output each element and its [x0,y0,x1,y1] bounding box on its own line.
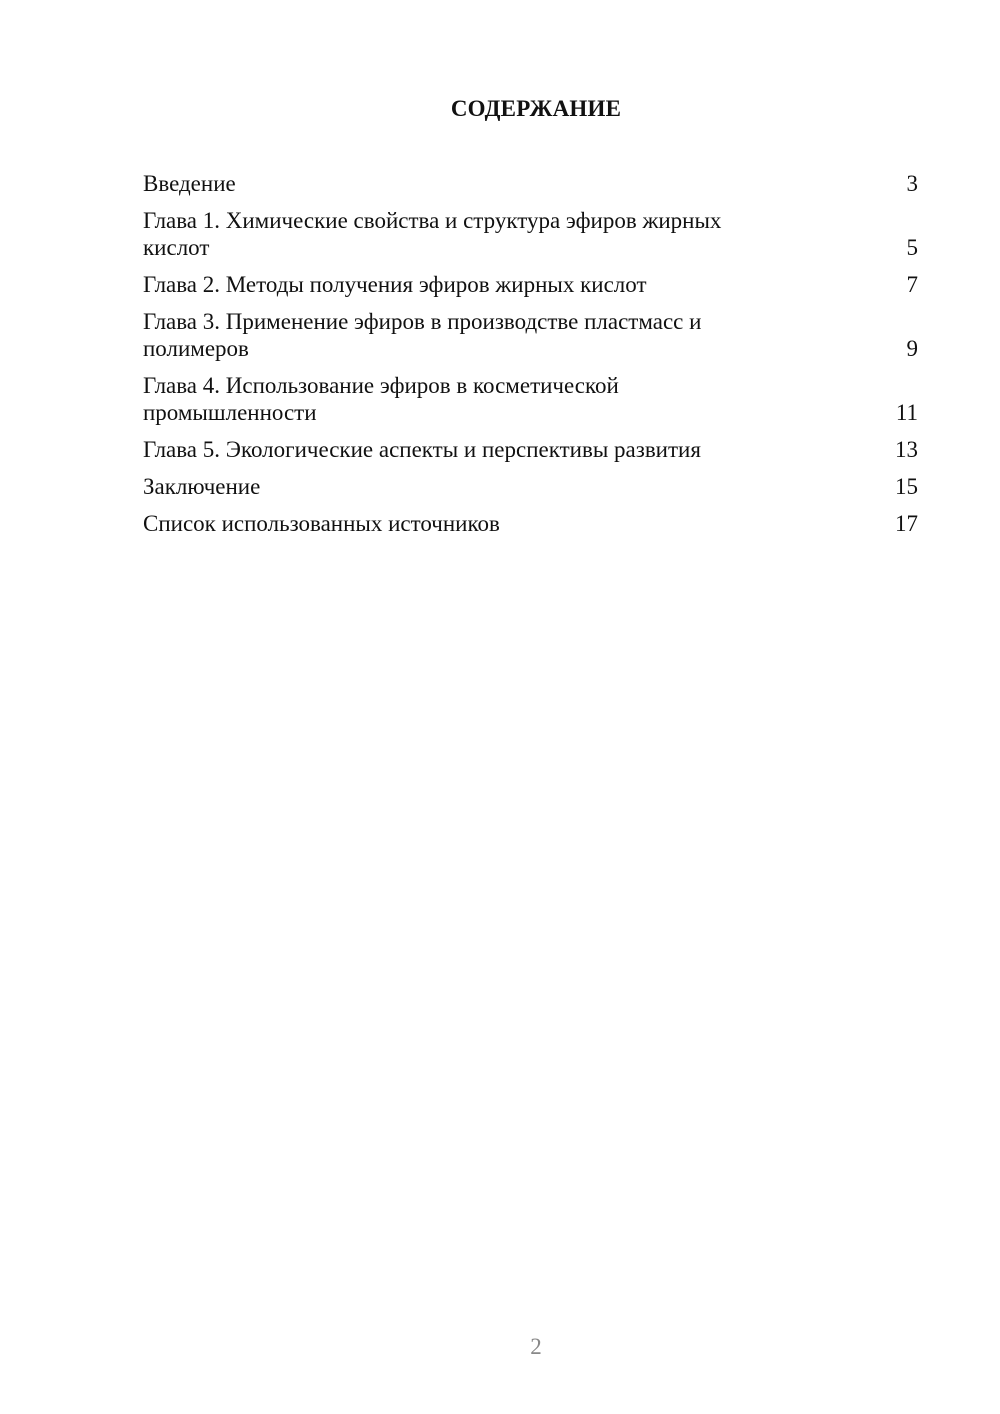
toc-entry-chapter-1 [143,207,918,261]
toc-entry-page-number: 3 [906,171,918,196]
toc-entry-title: Глава 2. Методы получения эфиров жирных кислот [143,272,647,297]
page-title: СОДЕРЖАНИЕ [450,96,622,121]
toc-entry-page-number: 13 [895,437,918,462]
toc-entry-title: Введение [143,171,236,196]
toc-entry-title: Глава 4. Использование эфиров в косметической промышленности [143,373,619,425]
toc-entry-references [143,510,918,537]
page-number: 2 [530,1334,542,1359]
toc-entry-page-number: 15 [895,474,918,499]
toc-entry-title: Список использованных источников [143,511,500,536]
toc-entry-chapter-3 [143,308,918,362]
toc-entry-title: Глава 1. Химические свойства и структура эфиров жирных кислот [143,208,722,260]
table-of-contents [143,170,918,547]
toc-entry-chapter-4 [143,372,918,426]
toc-entry-page-number: 9 [906,336,918,361]
toc-entry-page-number: 5 [906,235,918,260]
toc-entry-title: Глава 5. Экологические аспекты и перспективы развития [143,437,701,462]
toc-entry-conclusion [143,473,918,500]
toc-entry-chapter-2 [143,271,918,298]
toc-entry-chapter-5 [143,436,918,463]
toc-entry-title: Заключение [143,474,261,499]
toc-entry-page-number: 11 [895,400,918,425]
toc-entry-title: Глава 3. Применение эфиров в производстве пластмасс и полимеров [143,309,702,361]
toc-entry-introduction [143,170,918,197]
toc-entry-page-number: 17 [895,511,918,536]
toc-entry-page-number: 7 [906,272,918,297]
